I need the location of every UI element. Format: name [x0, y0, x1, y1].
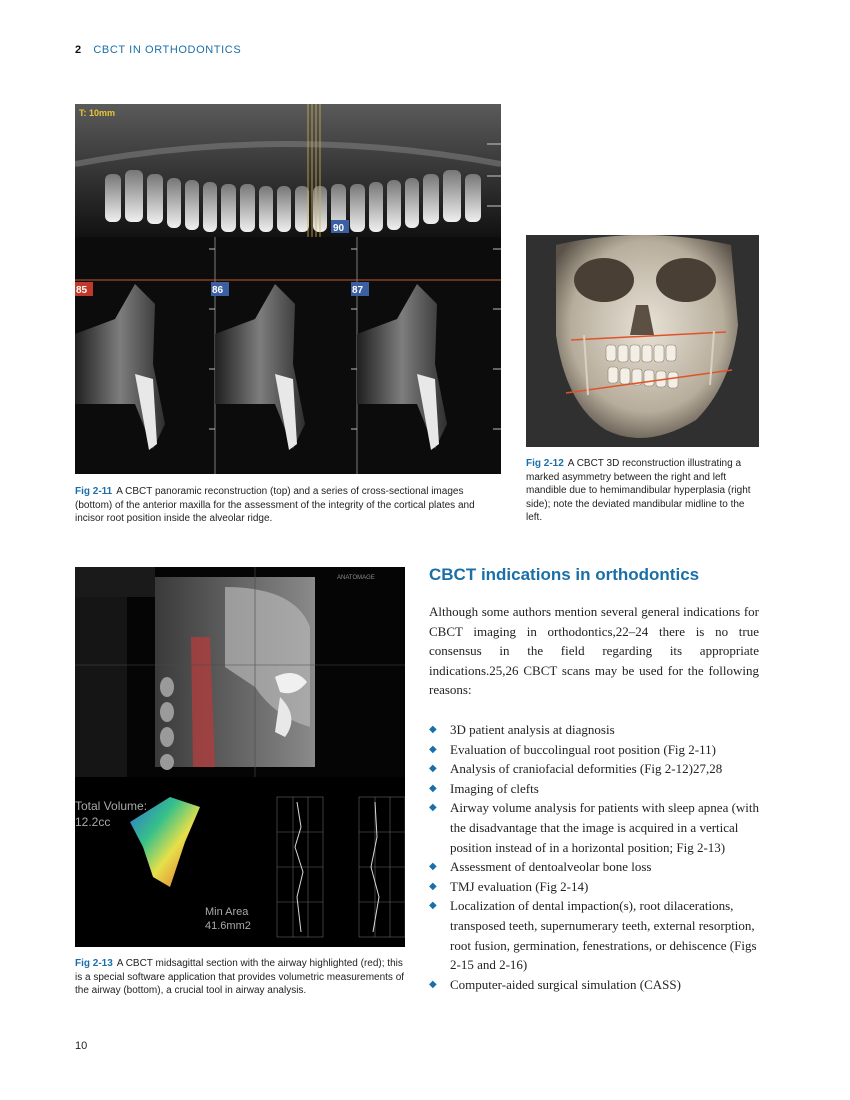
- figure-2-11-caption: [75, 485, 501, 526]
- figure-2-11-caption-text: A CBCT panoramic reconstruction (top) and a series of cross-sectional images (bottom) of the anterior maxilla for the assessment of the integrity of the cortical plates and incisor root position inside the alveolar ridge.: [75, 486, 475, 524]
- bullet-diamond-icon: ◆: [429, 782, 437, 794]
- bullet-diamond-icon: ◆: [429, 880, 437, 892]
- fig-2-13-total-volume-value: 12.2cc: [75, 815, 111, 829]
- indications-list: [429, 720, 761, 994]
- fig-2-11-marker-3: 87: [352, 285, 364, 296]
- figure-2-13-caption: [75, 957, 405, 998]
- list-item: ◆ 3D patient analysis at diagnosis: [429, 720, 761, 740]
- list-item: ◆ Imaging of clefts: [429, 779, 761, 799]
- list-item: ◆ Evaluation of buccolingual root position (Fig 2-11): [429, 740, 761, 760]
- figure-2-11-image: [75, 104, 501, 474]
- section-heading: CBCT indications in orthodontics: [429, 565, 700, 584]
- fig-2-13-brand: ANATOMAGE: [337, 575, 375, 581]
- figure-2-12-caption-text: A CBCT 3D reconstruction illustrating a marked asymmetry between the right and left mandible due to hemimandibular hyperplasia (right side); note the deviated mandibular midline to the left.: [526, 458, 751, 523]
- figure-2-12-label: Fig 2-12: [526, 458, 564, 469]
- bullet-diamond-icon: ◆: [429, 763, 437, 775]
- chapter-title: CBCT IN ORTHODONTICS: [93, 44, 242, 56]
- fig-2-13-total-volume-label: Total Volume:: [75, 799, 148, 813]
- list-item: ◆ TMJ evaluation (Fig 2-14): [429, 877, 761, 897]
- figure-2-12-caption: [526, 457, 759, 525]
- fig-2-13-min-area-label: Min Area: [205, 906, 249, 918]
- fig-2-11-marker-1: 85: [76, 285, 88, 296]
- figure-2-11-label: Fig 2-11: [75, 486, 113, 497]
- figure-2-12-image: [526, 235, 759, 447]
- fig-2-11-overlay-label: T: 10mm: [79, 108, 116, 118]
- section-paragraph: Although some authors mention several general indications for CBCT imaging in orthodontics,22–24 there is no true consensus in the field regarding its appropriate indications.25,26 CBCT scans may be used for the following reasons:: [429, 604, 759, 698]
- bullet-diamond-icon: ◆: [429, 724, 437, 735]
- running-head: [75, 44, 241, 56]
- list-item: ◆ Analysis of craniofacial deformities (Fig 2-12)27,28: [429, 759, 761, 779]
- fig-2-13-min-area-value: 41.6mm2: [205, 920, 251, 932]
- list-item: ◆ Localization of dental impaction(s), root dilacerations, transposed teeth, supernumerary teeth, external resorption, root fusion, germination, fenestrations, or dehiscence (Figs 2-15 and 2-16): [429, 898, 757, 973]
- bullet-diamond-icon: ◆: [429, 802, 437, 814]
- page-folio: 10: [75, 1040, 88, 1052]
- fig-2-11-marker-2: 86: [212, 285, 224, 296]
- bullet-diamond-icon: ◆: [429, 978, 437, 990]
- bullet-diamond-icon: ◆: [429, 861, 437, 873]
- figure-2-13-caption-text: A CBCT midsagittal section with the airway highlighted (red); this is a special software application that provides volumetric measurements of the airway (bottom), a crucial tool in airway analysis.: [75, 958, 405, 996]
- chapter-number: 2: [75, 44, 82, 56]
- list-item: ◆ Assessment of dentoalveolar bone loss: [429, 857, 761, 877]
- figure-2-13-label: Fig 2-13: [75, 958, 113, 969]
- figure-2-13-image: [75, 567, 405, 947]
- bullet-diamond-icon: ◆: [429, 743, 437, 755]
- fig-2-11-marker-top: 90: [333, 223, 345, 234]
- list-item: ◆ Computer-aided surgical simulation (CASS): [429, 975, 761, 995]
- list-item: ◆ Airway volume analysis for patients with sleep apnea (with the disadvantage that the image is acquired in a vertical position instead of in a horizontal position; Fig 2-13): [429, 800, 760, 855]
- bullet-diamond-icon: ◆: [429, 900, 437, 912]
